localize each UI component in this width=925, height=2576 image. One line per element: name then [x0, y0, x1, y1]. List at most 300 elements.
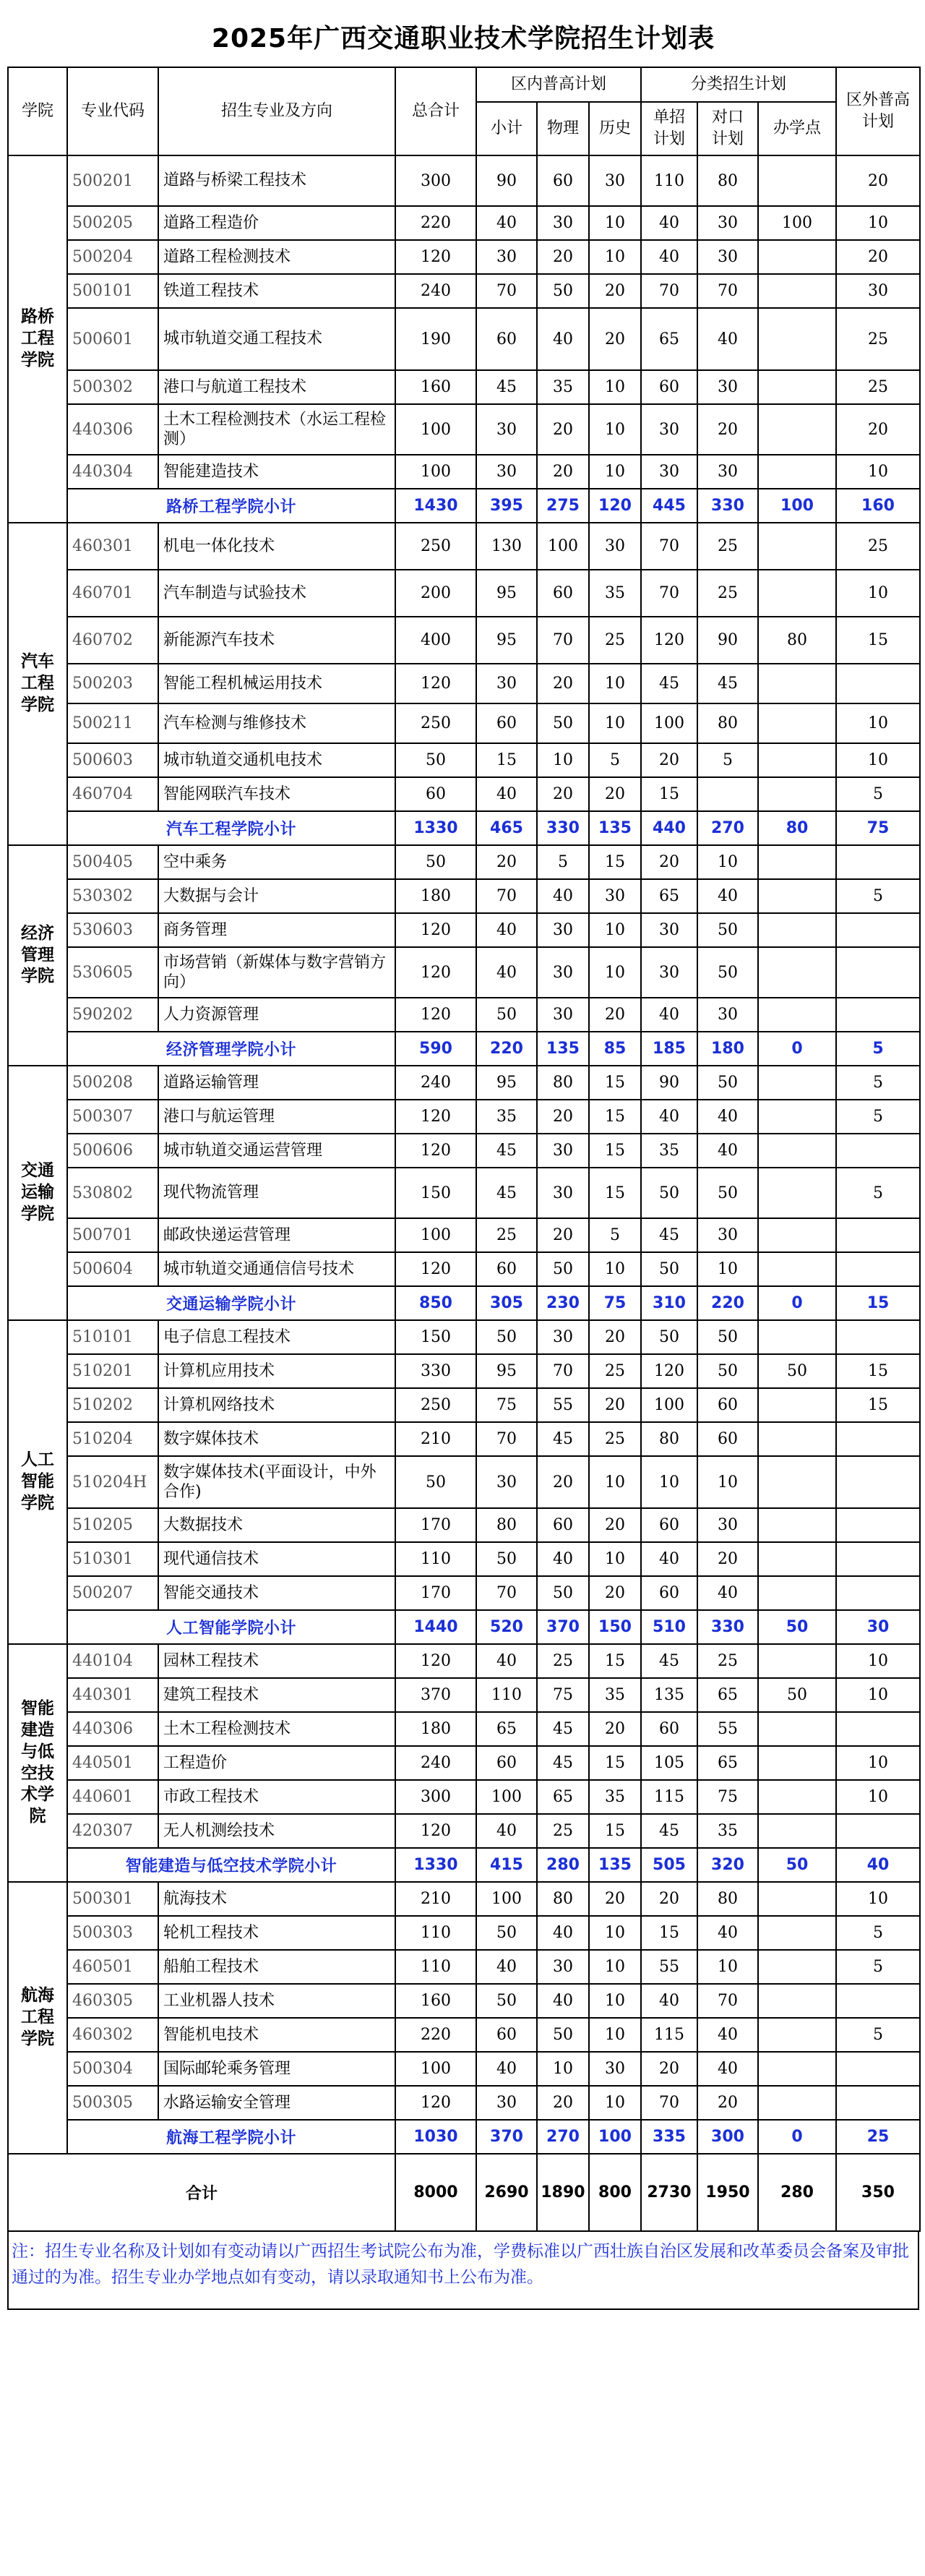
plan-value-cell — [758, 1134, 836, 1168]
plan-value-cell: 400 — [395, 617, 476, 664]
plan-value-cell: 10 — [589, 913, 641, 947]
plan-value-cell: 40 — [641, 1100, 697, 1134]
plan-value-cell: 5 — [537, 845, 589, 879]
major-name-cell: 数字媒体技术 — [158, 1422, 395, 1456]
plan-value-cell: 10 — [836, 1644, 920, 1678]
table-row — [8, 1066, 920, 1100]
plan-value-cell: 40 — [537, 1542, 589, 1576]
plan-value-cell: 30 — [641, 404, 697, 455]
plan-value-cell — [758, 1252, 836, 1286]
major-code-cell: 510204 — [67, 1422, 158, 1456]
major-code-cell: 510201 — [67, 1354, 158, 1388]
table-row — [8, 404, 920, 455]
table-row — [8, 664, 920, 703]
major-name-cell: 城市轨道交通机电技术 — [158, 743, 395, 777]
plan-value-cell — [758, 523, 836, 570]
table-row — [8, 206, 920, 240]
subtotal-value-cell: 30 — [836, 1610, 920, 1644]
plan-value-cell: 60 — [641, 370, 697, 404]
table-row — [8, 879, 920, 913]
major-name-cell: 智能网联汽车技术 — [158, 777, 395, 811]
plan-value-cell: 65 — [697, 1746, 758, 1780]
header-history: 历史 — [589, 102, 641, 155]
plan-value-cell: 50 — [641, 1168, 697, 1218]
plan-value-cell: 40 — [476, 777, 537, 811]
subtotal-row — [8, 2120, 920, 2154]
plan-value-cell: 200 — [395, 570, 476, 617]
subtotal-value-cell: 15 — [836, 1286, 920, 1320]
plan-value-cell: 60 — [537, 155, 589, 206]
grand-total-cell: 350 — [836, 2154, 920, 2231]
plan-value-cell: 110 — [641, 155, 697, 206]
plan-value-cell: 20 — [537, 777, 589, 811]
plan-value-cell: 60 — [476, 703, 537, 743]
plan-value-cell: 70 — [697, 1984, 758, 2018]
plan-value-cell — [758, 370, 836, 404]
subtotal-value-cell: 120 — [589, 489, 641, 523]
plan-value-cell: 100 — [758, 206, 836, 240]
subtotal-value-cell: 330 — [537, 811, 589, 845]
plan-value-cell: 70 — [476, 274, 537, 308]
plan-value-cell: 20 — [836, 155, 920, 206]
plan-value-cell: 300 — [395, 155, 476, 206]
plan-value-cell: 190 — [395, 308, 476, 370]
plan-value-cell: 120 — [395, 1252, 476, 1286]
footnote: 注：招生专业名称及计划如有变动请以广西招生考试院公布为准，学费标准以广西壮族自治区发展和改革委员会备案及审批通过的为准。招生专业办学地点如有变动，请以录取通知书上公布为准。 — [7, 2232, 919, 2310]
plan-value-cell: 60 — [537, 570, 589, 617]
plan-body — [8, 155, 920, 2154]
table-row — [8, 1780, 920, 1814]
plan-value-cell: 60 — [476, 2018, 537, 2052]
plan-value-cell: 330 — [395, 1354, 476, 1388]
plan-value-cell: 5 — [836, 1916, 920, 1950]
subtotal-row — [8, 1848, 920, 1882]
plan-value-cell: 45 — [641, 1814, 697, 1848]
plan-value-cell: 30 — [537, 998, 589, 1032]
plan-value-cell: 10 — [589, 240, 641, 274]
plan-value-cell: 10 — [589, 2018, 641, 2052]
plan-value-cell: 120 — [395, 1814, 476, 1848]
plan-value-cell — [836, 1422, 920, 1456]
subtotal-value-cell: 370 — [476, 2120, 537, 2154]
plan-value-cell: 50 — [537, 274, 589, 308]
plan-value-cell: 80 — [697, 703, 758, 743]
subtotal-value-cell: 330 — [697, 489, 758, 523]
subtotal-label: 路桥工程学院小计 — [67, 489, 395, 523]
plan-value-cell: 35 — [476, 1100, 537, 1134]
major-code-cell: 500307 — [67, 1100, 158, 1134]
plan-value-cell: 10 — [589, 1542, 641, 1576]
plan-value-cell: 45 — [537, 1746, 589, 1780]
major-code-cell: 500301 — [67, 1882, 158, 1916]
plan-value-cell: 10 — [589, 206, 641, 240]
plan-value-cell: 20 — [476, 845, 537, 879]
major-name-cell: 现代物流管理 — [158, 1168, 395, 1218]
plan-value-cell: 40 — [476, 947, 537, 998]
plan-value-cell — [836, 1984, 920, 2018]
plan-value-cell: 20 — [589, 777, 641, 811]
plan-value-cell: 30 — [537, 1168, 589, 1218]
table-row — [8, 1644, 920, 1678]
plan-value-cell: 120 — [395, 2086, 476, 2120]
table-row — [8, 370, 920, 404]
plan-value-cell: 10 — [589, 947, 641, 998]
plan-value-cell: 15 — [836, 1388, 920, 1422]
plan-value-cell: 5 — [589, 1218, 641, 1252]
major-code-cell: 590202 — [67, 998, 158, 1032]
major-name-cell: 工程造价 — [158, 1746, 395, 1780]
plan-value-cell: 10 — [537, 743, 589, 777]
header-single: 单招计划 — [641, 102, 697, 155]
plan-value-cell: 10 — [589, 1252, 641, 1286]
table-row — [8, 743, 920, 777]
subtotal-value-cell: 1330 — [395, 811, 476, 845]
table-row — [8, 703, 920, 743]
major-code-cell: 530605 — [67, 947, 158, 998]
plan-value-cell: 50 — [537, 703, 589, 743]
table-row — [8, 1542, 920, 1576]
plan-value-cell: 110 — [476, 1678, 537, 1712]
major-name-cell: 建筑工程技术 — [158, 1678, 395, 1712]
plan-value-cell: 70 — [641, 523, 697, 570]
plan-value-cell: 50 — [697, 947, 758, 998]
major-name-cell: 船舶工程技术 — [158, 1950, 395, 1984]
major-code-cell: 530302 — [67, 879, 158, 913]
plan-value-cell — [697, 777, 758, 811]
plan-value-cell: 15 — [589, 1100, 641, 1134]
plan-value-cell — [836, 998, 920, 1032]
plan-value-cell: 60 — [641, 1508, 697, 1542]
subtotal-value-cell: 25 — [836, 2120, 920, 2154]
subtotal-value-cell: 80 — [758, 811, 836, 845]
grand-total-cell: 2690 — [476, 2154, 537, 2231]
major-code-cell: 460702 — [67, 617, 158, 664]
major-code-cell: 510101 — [67, 1320, 158, 1354]
plan-value-cell: 10 — [697, 1456, 758, 1508]
plan-value-cell: 75 — [697, 1780, 758, 1814]
plan-value-cell: 30 — [537, 913, 589, 947]
plan-value-cell — [758, 664, 836, 703]
plan-value-cell: 100 — [641, 1388, 697, 1422]
plan-value-cell: 10 — [589, 370, 641, 404]
subtotal-value-cell: 0 — [758, 2120, 836, 2154]
plan-value-cell: 70 — [641, 570, 697, 617]
plan-value-cell: 70 — [641, 274, 697, 308]
major-name-cell: 土木工程检测技术（水运工程检测） — [158, 404, 395, 455]
grand-total-row — [8, 2154, 920, 2231]
plan-value-cell: 25 — [697, 1644, 758, 1678]
plan-value-cell: 120 — [395, 913, 476, 947]
plan-value-cell — [758, 2086, 836, 2120]
major-name-cell: 铁道工程技术 — [158, 274, 395, 308]
table-row — [8, 2086, 920, 2120]
major-code-cell: 500603 — [67, 743, 158, 777]
plan-value-cell — [758, 998, 836, 1032]
major-code-cell: 460704 — [67, 777, 158, 811]
major-code-cell: 500304 — [67, 2052, 158, 2086]
subtotal-value-cell: 180 — [697, 1032, 758, 1066]
grand-total-cell: 2730 — [641, 2154, 697, 2231]
plan-value-cell: 170 — [395, 1508, 476, 1542]
subtotal-row — [8, 1610, 920, 1644]
plan-value-cell — [836, 664, 920, 703]
plan-value-cell: 120 — [641, 1354, 697, 1388]
subtotal-value-cell: 305 — [476, 1286, 537, 1320]
major-name-cell: 城市轨道交通工程技术 — [158, 308, 395, 370]
plan-value-cell: 80 — [537, 1882, 589, 1916]
plan-value-cell: 55 — [537, 1388, 589, 1422]
plan-value-cell — [836, 1576, 920, 1610]
subtotal-value-cell: 5 — [836, 1032, 920, 1066]
plan-value-cell: 50 — [758, 1678, 836, 1712]
plan-value-cell: 10 — [589, 1950, 641, 1984]
table-row — [8, 455, 920, 489]
plan-value-cell: 30 — [697, 455, 758, 489]
subtotal-value-cell: 300 — [697, 2120, 758, 2154]
table-row — [8, 523, 920, 570]
plan-value-cell: 40 — [697, 1134, 758, 1168]
plan-value-cell — [758, 1814, 836, 1848]
table-row — [8, 1100, 920, 1134]
plan-value-cell: 30 — [641, 913, 697, 947]
table-row — [8, 1134, 920, 1168]
plan-value-cell: 60 — [697, 1422, 758, 1456]
plan-value-cell: 25 — [537, 1814, 589, 1848]
plan-value-cell: 30 — [537, 1134, 589, 1168]
plan-value-cell — [758, 570, 836, 617]
plan-value-cell — [758, 1882, 836, 1916]
table-row — [8, 998, 920, 1032]
plan-value-cell: 40 — [537, 308, 589, 370]
subtotal-value-cell: 850 — [395, 1286, 476, 1320]
subtotal-row — [8, 811, 920, 845]
plan-value-cell: 240 — [395, 274, 476, 308]
plan-value-cell: 30 — [476, 455, 537, 489]
plan-value-cell: 10 — [836, 1678, 920, 1712]
plan-value-cell: 10 — [589, 1456, 641, 1508]
table-row — [8, 1882, 920, 1916]
plan-value-cell: 10 — [589, 1984, 641, 2018]
plan-value-cell: 40 — [476, 206, 537, 240]
plan-value-cell — [758, 879, 836, 913]
subtotal-value-cell: 1330 — [395, 1848, 476, 1882]
grand-total-cell: 1950 — [697, 2154, 758, 2231]
plan-value-cell: 120 — [395, 1100, 476, 1134]
plan-value-cell: 5 — [836, 777, 920, 811]
plan-value-cell — [758, 240, 836, 274]
plan-value-cell: 40 — [697, 2052, 758, 2086]
table-row — [8, 1354, 920, 1388]
table-row — [8, 274, 920, 308]
subtotal-value-cell: 1430 — [395, 489, 476, 523]
header-subtotal: 小计 — [476, 102, 537, 155]
grand-total-cell: 280 — [758, 2154, 836, 2231]
plan-value-cell: 40 — [697, 1916, 758, 1950]
plan-value-cell: 5 — [697, 743, 758, 777]
plan-value-cell: 90 — [697, 617, 758, 664]
plan-value-cell: 160 — [395, 1984, 476, 2018]
plan-value-cell: 20 — [589, 998, 641, 1032]
subtotal-value-cell: 100 — [589, 2120, 641, 2154]
plan-value-cell: 40 — [476, 1814, 537, 1848]
plan-value-cell — [836, 913, 920, 947]
plan-value-cell: 210 — [395, 1422, 476, 1456]
plan-value-cell — [758, 308, 836, 370]
plan-value-cell: 120 — [395, 998, 476, 1032]
plan-value-cell: 120 — [641, 617, 697, 664]
major-code-cell: 510202 — [67, 1388, 158, 1422]
plan-value-cell: 100 — [476, 1780, 537, 1814]
plan-value-cell: 95 — [476, 570, 537, 617]
plan-value-cell: 110 — [395, 1950, 476, 1984]
major-name-cell: 水路运输安全管理 — [158, 2086, 395, 2120]
plan-value-cell — [758, 1320, 836, 1354]
plan-value-cell: 45 — [537, 1422, 589, 1456]
major-code-cell: 500208 — [67, 1066, 158, 1100]
plan-value-cell: 70 — [537, 617, 589, 664]
plan-value-cell: 20 — [697, 404, 758, 455]
major-code-cell: 510205 — [67, 1508, 158, 1542]
plan-value-cell: 15 — [589, 1814, 641, 1848]
major-code-cell: 510204H — [67, 1456, 158, 1508]
plan-value-cell: 80 — [537, 1066, 589, 1100]
major-name-cell: 工业机器人技术 — [158, 1984, 395, 2018]
table-row — [8, 777, 920, 811]
subtotal-label: 交通运输学院小计 — [67, 1286, 395, 1320]
plan-value-cell — [758, 1100, 836, 1134]
plan-value-cell — [758, 743, 836, 777]
college-name-cell: 汽车工程学院 — [8, 523, 67, 845]
plan-value-cell: 15 — [589, 1168, 641, 1218]
major-name-cell: 智能建造技术 — [158, 455, 395, 489]
plan-value-cell: 15 — [589, 1644, 641, 1678]
major-code-cell: 500201 — [67, 155, 158, 206]
plan-value-cell: 10 — [836, 743, 920, 777]
plan-value-cell: 70 — [476, 1422, 537, 1456]
plan-value-cell: 60 — [476, 1746, 537, 1780]
page-title: 2025年广西交通职业技术学院招生计划表 — [211, 23, 715, 54]
major-name-cell: 汽车检测与维修技术 — [158, 703, 395, 743]
college-name-cell: 人工智能学院 — [8, 1320, 67, 1644]
plan-value-cell: 50 — [758, 1354, 836, 1388]
plan-value-cell: 30 — [537, 206, 589, 240]
plan-value-cell: 70 — [476, 879, 537, 913]
major-name-cell: 计算机应用技术 — [158, 1354, 395, 1388]
major-code-cell: 500601 — [67, 308, 158, 370]
header-total: 总合计 — [395, 67, 476, 155]
plan-value-cell: 20 — [537, 1218, 589, 1252]
plan-value-cell: 60 — [395, 777, 476, 811]
header-row-1 — [8, 67, 920, 102]
major-name-cell: 现代通信技术 — [158, 1542, 395, 1576]
plan-value-cell: 20 — [836, 240, 920, 274]
plan-value-cell — [836, 1134, 920, 1168]
plan-value-cell: 150 — [395, 1168, 476, 1218]
table-row — [8, 1218, 920, 1252]
plan-value-cell — [836, 1320, 920, 1354]
plan-value-cell: 20 — [641, 2052, 697, 2086]
plan-value-cell: 30 — [641, 455, 697, 489]
major-name-cell: 新能源汽车技术 — [158, 617, 395, 664]
subtotal-value-cell: 395 — [476, 489, 537, 523]
plan-value-cell: 80 — [476, 1508, 537, 1542]
major-name-cell: 智能工程机械运用技术 — [158, 664, 395, 703]
plan-value-cell: 10 — [589, 1916, 641, 1950]
plan-value-cell: 25 — [476, 1218, 537, 1252]
major-code-cell: 500606 — [67, 1134, 158, 1168]
major-code-cell: 440104 — [67, 1644, 158, 1678]
subtotal-value-cell: 85 — [589, 1032, 641, 1066]
subtotal-value-cell: 40 — [836, 1848, 920, 1882]
plan-value-cell: 10 — [589, 703, 641, 743]
plan-value-cell: 45 — [537, 1712, 589, 1746]
subtotal-value-cell: 0 — [758, 1286, 836, 1320]
plan-value-cell: 210 — [395, 1882, 476, 1916]
plan-value-cell: 20 — [589, 1388, 641, 1422]
plan-value-cell: 60 — [537, 1508, 589, 1542]
major-code-cell: 460305 — [67, 1984, 158, 2018]
table-row — [8, 1746, 920, 1780]
major-code-cell: 440301 — [67, 1678, 158, 1712]
plan-value-cell: 135 — [641, 1678, 697, 1712]
plan-value-cell: 95 — [476, 617, 537, 664]
plan-value-cell: 30 — [836, 274, 920, 308]
table-row — [8, 947, 920, 998]
plan-value-cell: 10 — [641, 1456, 697, 1508]
subtotal-value-cell: 0 — [758, 1032, 836, 1066]
plan-value-cell — [758, 404, 836, 455]
subtotal-row — [8, 489, 920, 523]
plan-value-cell: 30 — [697, 1218, 758, 1252]
plan-value-cell: 10 — [589, 664, 641, 703]
table-row — [8, 913, 920, 947]
plan-value-cell: 40 — [697, 308, 758, 370]
plan-value-cell: 180 — [395, 879, 476, 913]
plan-value-cell: 40 — [641, 206, 697, 240]
plan-value-cell: 45 — [476, 1134, 537, 1168]
plan-value-cell: 100 — [641, 703, 697, 743]
plan-value-cell: 40 — [697, 1576, 758, 1610]
plan-value-cell: 300 — [395, 1780, 476, 1814]
plan-value-cell: 20 — [589, 1508, 641, 1542]
plan-value-cell — [758, 274, 836, 308]
major-name-cell: 邮政快递运营管理 — [158, 1218, 395, 1252]
plan-value-cell: 35 — [589, 1780, 641, 1814]
plan-value-cell — [836, 947, 920, 998]
table-row — [8, 2052, 920, 2086]
subtotal-value-cell: 310 — [641, 1286, 697, 1320]
major-code-cell: 440501 — [67, 1746, 158, 1780]
major-code-cell: 500101 — [67, 274, 158, 308]
plan-value-cell: 50 — [641, 1320, 697, 1354]
table-row — [8, 617, 920, 664]
plan-value-cell: 30 — [476, 240, 537, 274]
major-name-cell: 港口与航运管理 — [158, 1100, 395, 1134]
plan-value-cell: 30 — [589, 2052, 641, 2086]
header-counterpart: 对口计划 — [697, 102, 758, 155]
plan-value-cell: 10 — [836, 1780, 920, 1814]
plan-value-cell — [836, 1542, 920, 1576]
plan-value-cell: 30 — [476, 404, 537, 455]
plan-value-cell: 60 — [697, 1388, 758, 1422]
grand-total-cell: 8000 — [395, 2154, 476, 2231]
plan-value-cell: 30 — [476, 2086, 537, 2120]
plan-value-cell: 60 — [476, 1252, 537, 1286]
major-name-cell: 空中乘务 — [158, 845, 395, 879]
subtotal-value-cell: 75 — [589, 1286, 641, 1320]
plan-value-cell: 120 — [395, 1134, 476, 1168]
subtotal-value-cell: 1030 — [395, 2120, 476, 2154]
